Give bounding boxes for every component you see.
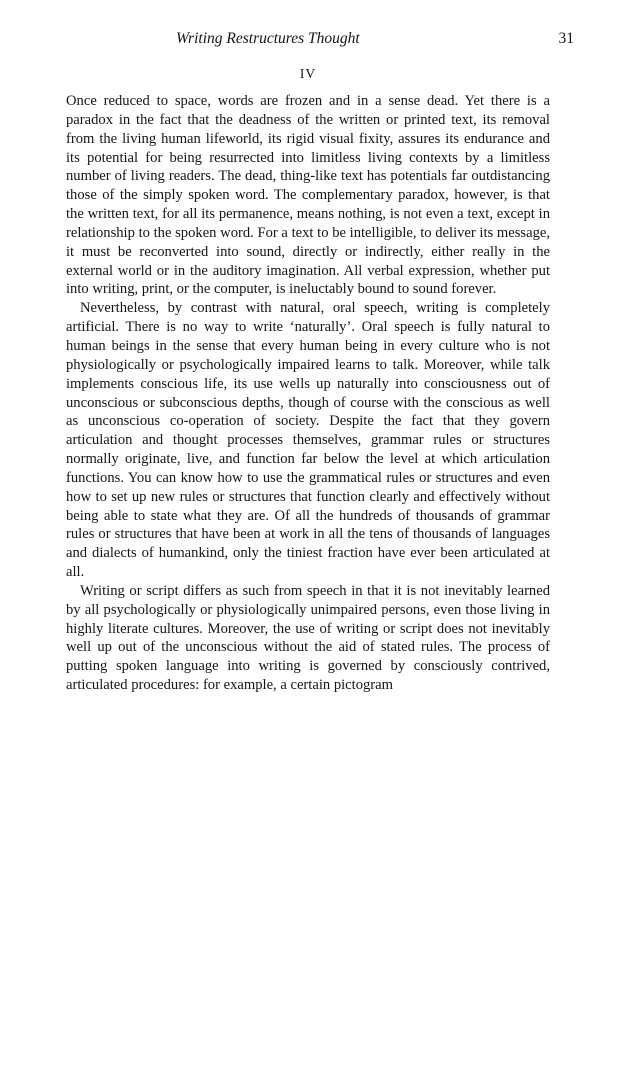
running-title: Writing Restructures Thought <box>176 30 360 47</box>
body-text <box>66 92 550 695</box>
running-head <box>66 30 574 54</box>
page-number: 31 <box>558 30 574 47</box>
paragraph-2: Nevertheless, by contrast with natural, oral speech, writing is completely artificial. There is no way to write ‘naturally’. Oral speech is fully natural to human beings in the sense that every human being in every culture who is not physiologically or psychologically impaired learns to talk. Moreover, while talk implements conscious life, its use wells up naturally into consciousness out of unconscious or subconscious depths, though of course with the conscious as well as unconscious co-operation of society. Despite the fact that they govern articulation and thought processes themselves, grammar rules or structures normally originate, live, and function far below the level at which articulation functions. You can know how to use the grammatical rules or structures and even how to set up new rules or structures that function clearly and effectively without being able to state what they are. Of all the hundreds of thousands of grammar rules or structures that have been at work in all the tens of thousands of languages and dialects of humankind, only the tiniest fraction have ever been articulated at all. <box>66 300 550 581</box>
paragraph-3: Writing or script differs as such from speech in that it is not inevitably learned by all psychologically or physiologically unimpaired persons, even those living in highly literate cultures. Moreover, the use of writing or script does not inevitably well up out of the unconscious without the aid of stated rules. The process of putting spoken language into writing is governed by consciously contrived, articulated procedures: for example, a certain pictogram <box>66 582 550 694</box>
section-heading: IV <box>299 66 317 81</box>
paragraph-1: Once reduced to space, words are frozen and in a sense dead. Yet there is a paradox in the fact that the deadness of the written or printed text, its removal from the living human lifeworld, its rigid visual fixity, assures its endurance and its potential for being resurrected into limitless living contexts by a limitless number of living readers. The dead, thing-like text has potentials far outdistancing those of the simply spoken word. The complementary paradox, however, is that the written text, for all its permanence, means nothing, is not even a text, except in relationship to the spoken word. For a text to be intelligible, to deliver its message, it must be reconverted into sound, directly or indirectly, either really in the external world or in the auditory imagination. All verbal expression, whether put into writing, print, or the computer, is ineluctably bound to sound forever. <box>66 93 550 298</box>
book-page <box>66 30 574 695</box>
